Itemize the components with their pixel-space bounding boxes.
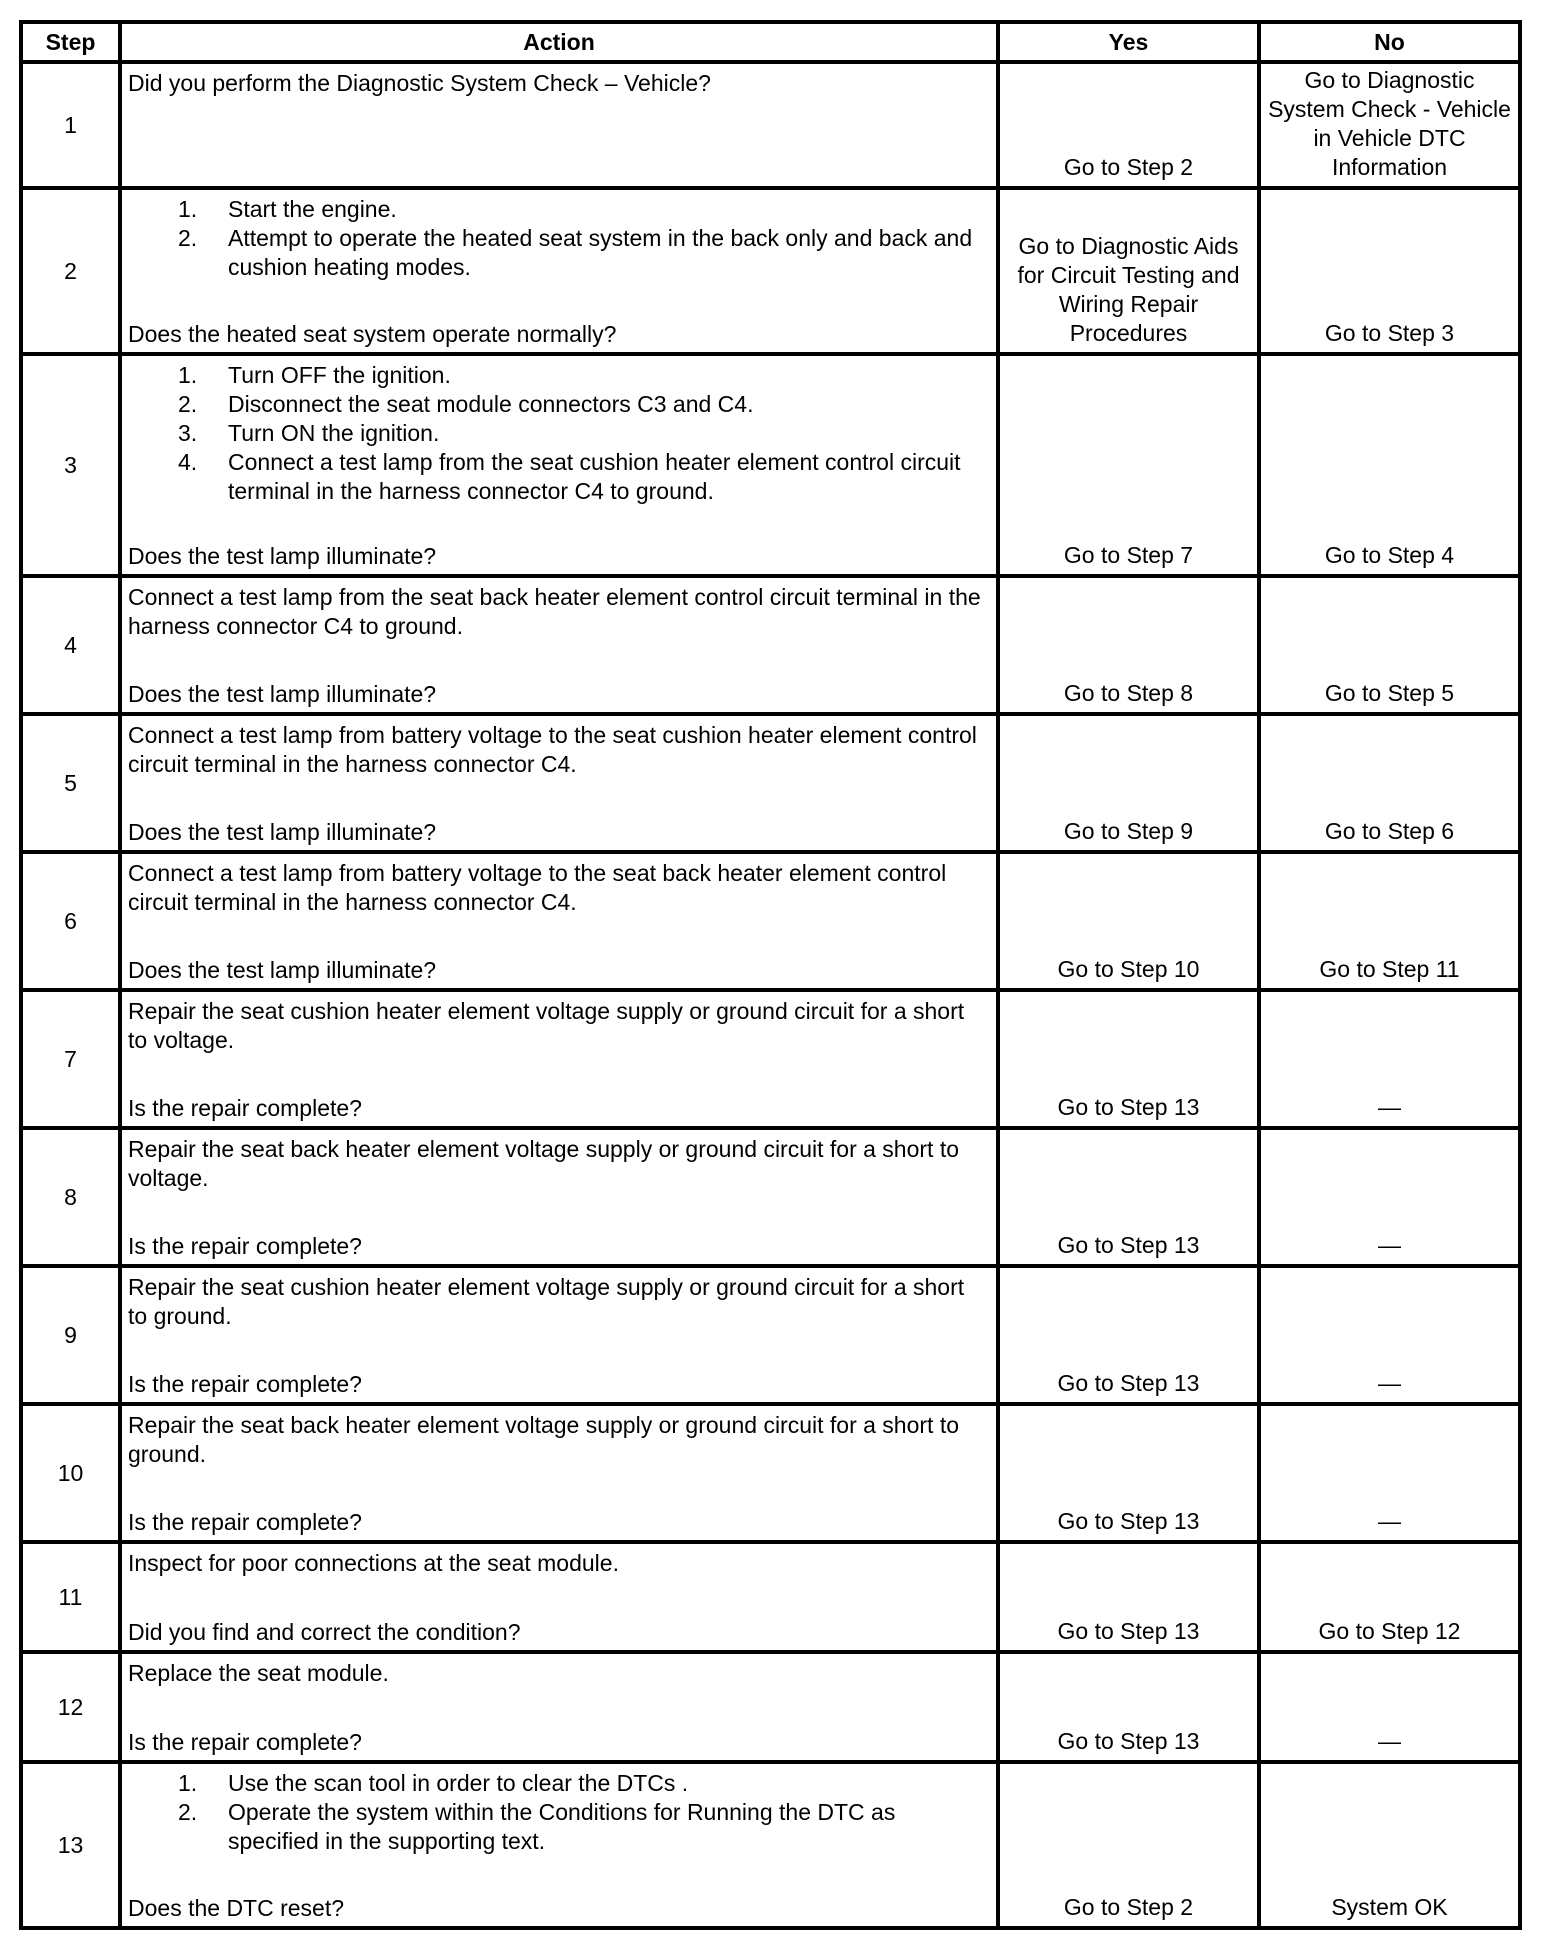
action-step-text: Connect a test lamp from the seat cushion heater element control circuit terminal in the harness connector C4 to ground. bbox=[228, 449, 961, 504]
yes-result: Go to Step 8 bbox=[998, 576, 1259, 714]
action-instruction: Repair the seat back heater element voltage supply or ground circuit for a short to voltage. bbox=[128, 1136, 960, 1191]
action-step-number: 1. bbox=[178, 1770, 198, 1796]
step-number: 9 bbox=[21, 1266, 120, 1404]
step-number: 1 bbox=[21, 62, 120, 188]
yes-result: Go to Step 13 bbox=[998, 1128, 1259, 1266]
action-content bbox=[122, 64, 996, 186]
action-body bbox=[128, 721, 988, 779]
action-cell bbox=[120, 354, 998, 576]
no-result: Go to Step 11 bbox=[1259, 852, 1520, 990]
action-step-number: 2. bbox=[178, 1799, 198, 1825]
action-instruction: Repair the seat cushion heater element voltage supply or ground circuit for a short to ground. bbox=[128, 1274, 965, 1329]
action-instruction: Connect a test lamp from the seat back heater element control circuit terminal in the harness connector C4 to ground. bbox=[128, 584, 981, 639]
action-step-text: Disconnect the seat module connectors C3 and C4. bbox=[228, 391, 754, 417]
table-row bbox=[21, 188, 1520, 354]
no-result: — bbox=[1259, 1128, 1520, 1266]
action-instruction: Did you perform the Diagnostic System Check – Vehicle? bbox=[128, 70, 711, 96]
action-step-text: Start the engine. bbox=[228, 196, 397, 222]
action-instruction: Repair the seat back heater element voltage supply or ground circuit for a short to ground. bbox=[128, 1412, 960, 1467]
action-cell bbox=[120, 1542, 998, 1652]
action-question: Does the DTC reset? bbox=[128, 1895, 345, 1921]
action-cell bbox=[120, 1652, 998, 1762]
no-result: Go to Step 3 bbox=[1259, 188, 1520, 354]
action-body bbox=[128, 1769, 988, 1856]
action-step-number: 2. bbox=[178, 225, 198, 251]
action-step-text: Attempt to operate the heated seat system in the back only and back and cushion heating modes. bbox=[228, 225, 973, 280]
action-question: Is the repair complete? bbox=[128, 1509, 362, 1535]
table-row bbox=[21, 1652, 1520, 1762]
action-steps-list bbox=[128, 361, 988, 506]
action-step-item bbox=[128, 419, 988, 448]
action-question: Does the test lamp illuminate? bbox=[128, 957, 437, 983]
action-question: Does the heated seat system operate normally? bbox=[128, 321, 617, 347]
no-result: — bbox=[1259, 1652, 1520, 1762]
action-step-text: Use the scan tool in order to clear the DTCs . bbox=[228, 1770, 689, 1796]
action-body bbox=[128, 583, 988, 641]
table-row bbox=[21, 62, 1520, 188]
action-step-text: Operate the system within the Conditions for Running the DTC as specified in the supporting text. bbox=[228, 1799, 896, 1854]
yes-result: Go to Step 9 bbox=[998, 714, 1259, 852]
action-content bbox=[122, 1130, 996, 1264]
step-number: 3 bbox=[21, 354, 120, 576]
no-result: — bbox=[1259, 1266, 1520, 1404]
header-action: Action bbox=[120, 22, 998, 62]
action-instruction: Connect a test lamp from battery voltage to the seat cushion heater element control circuit terminal in the harness connector C4. bbox=[128, 722, 977, 777]
action-body bbox=[128, 1411, 988, 1469]
action-body bbox=[128, 997, 988, 1055]
header-row bbox=[21, 22, 1520, 62]
step-number: 13 bbox=[21, 1762, 120, 1928]
action-question: Is the repair complete? bbox=[128, 1729, 362, 1755]
no-result: Go to Step 6 bbox=[1259, 714, 1520, 852]
action-body bbox=[128, 195, 988, 282]
action-instruction: Inspect for poor connections at the seat module. bbox=[128, 1550, 619, 1576]
action-question: Is the repair complete? bbox=[128, 1233, 362, 1259]
step-number: 12 bbox=[21, 1652, 120, 1762]
action-instruction: Repair the seat cushion heater element voltage supply or ground circuit for a short to voltage. bbox=[128, 998, 965, 1053]
table-row bbox=[21, 1128, 1520, 1266]
no-result: Go to Step 12 bbox=[1259, 1542, 1520, 1652]
action-body bbox=[128, 1135, 988, 1193]
action-cell bbox=[120, 714, 998, 852]
table-row bbox=[21, 576, 1520, 714]
action-cell bbox=[120, 576, 998, 714]
yes-result: Go to Step 13 bbox=[998, 990, 1259, 1128]
action-step-number: 3. bbox=[178, 420, 198, 446]
action-step-number: 4. bbox=[178, 449, 198, 475]
table-row bbox=[21, 1266, 1520, 1404]
action-body bbox=[128, 1549, 988, 1578]
action-step-text: Turn OFF the ignition. bbox=[228, 362, 451, 388]
action-step-item bbox=[128, 448, 988, 506]
action-body bbox=[128, 1273, 988, 1331]
action-body bbox=[128, 1659, 988, 1688]
action-question: Does the test lamp illuminate? bbox=[128, 543, 437, 569]
action-instruction: Replace the seat module. bbox=[128, 1660, 389, 1686]
yes-result: Go to Step 10 bbox=[998, 852, 1259, 990]
action-content bbox=[122, 1764, 996, 1926]
yes-result: Go to Step 13 bbox=[998, 1542, 1259, 1652]
step-number: 6 bbox=[21, 852, 120, 990]
action-question: Does the test lamp illuminate? bbox=[128, 819, 437, 845]
header-yes: Yes bbox=[998, 22, 1259, 62]
no-result: — bbox=[1259, 990, 1520, 1128]
action-body bbox=[128, 361, 988, 506]
action-content bbox=[122, 1268, 996, 1402]
action-content bbox=[122, 1654, 996, 1760]
action-question: Does the test lamp illuminate? bbox=[128, 681, 437, 707]
action-content bbox=[122, 356, 996, 574]
table-row bbox=[21, 852, 1520, 990]
action-step-item bbox=[128, 195, 988, 224]
step-number: 2 bbox=[21, 188, 120, 354]
no-result: Go to Diagnostic System Check - Vehicle in Vehicle DTC Information bbox=[1259, 62, 1520, 188]
action-step-number: 1. bbox=[178, 362, 198, 388]
action-content bbox=[122, 1406, 996, 1540]
action-content bbox=[122, 716, 996, 850]
action-step-item bbox=[128, 1769, 988, 1798]
action-instruction: Connect a test lamp from battery voltage to the seat back heater element control circuit terminal in the harness connector C4. bbox=[128, 860, 947, 915]
action-step-item bbox=[128, 361, 988, 390]
yes-result: Go to Diagnostic Aids for Circuit Testing and Wiring Repair Procedures bbox=[998, 188, 1259, 354]
step-number: 5 bbox=[21, 714, 120, 852]
table-row bbox=[21, 1542, 1520, 1652]
action-content bbox=[122, 854, 996, 988]
header-step: Step bbox=[21, 22, 120, 62]
action-step-item bbox=[128, 390, 988, 419]
action-cell bbox=[120, 188, 998, 354]
step-number: 10 bbox=[21, 1404, 120, 1542]
step-number: 4 bbox=[21, 576, 120, 714]
action-content bbox=[122, 1544, 996, 1650]
no-result: Go to Step 4 bbox=[1259, 354, 1520, 576]
action-step-item bbox=[128, 1798, 988, 1856]
action-cell bbox=[120, 990, 998, 1128]
step-number: 11 bbox=[21, 1542, 120, 1652]
table-row bbox=[21, 714, 1520, 852]
action-step-text: Turn ON the ignition. bbox=[228, 420, 440, 446]
action-step-item bbox=[128, 224, 988, 282]
step-number: 7 bbox=[21, 990, 120, 1128]
action-cell bbox=[120, 1128, 998, 1266]
action-step-number: 2. bbox=[178, 391, 198, 417]
action-body bbox=[128, 69, 988, 98]
table-row bbox=[21, 990, 1520, 1128]
diagnostic-table bbox=[19, 20, 1522, 1930]
yes-result: Go to Step 13 bbox=[998, 1652, 1259, 1762]
table-row bbox=[21, 1404, 1520, 1542]
yes-result: Go to Step 13 bbox=[998, 1404, 1259, 1542]
action-cell bbox=[120, 62, 998, 188]
action-question: Is the repair complete? bbox=[128, 1095, 362, 1121]
no-result: System OK bbox=[1259, 1762, 1520, 1928]
action-question: Did you find and correct the condition? bbox=[128, 1619, 521, 1645]
table-row bbox=[21, 354, 1520, 576]
yes-result: Go to Step 2 bbox=[998, 62, 1259, 188]
action-content bbox=[122, 190, 996, 352]
table-row bbox=[21, 1762, 1520, 1928]
action-cell bbox=[120, 1266, 998, 1404]
action-cell bbox=[120, 1404, 998, 1542]
no-result: — bbox=[1259, 1404, 1520, 1542]
action-step-number: 1. bbox=[178, 196, 198, 222]
yes-result: Go to Step 13 bbox=[998, 1266, 1259, 1404]
action-cell bbox=[120, 1762, 998, 1928]
yes-result: Go to Step 2 bbox=[998, 1762, 1259, 1928]
action-cell bbox=[120, 852, 998, 990]
action-steps-list bbox=[128, 1769, 988, 1856]
action-content bbox=[122, 992, 996, 1126]
action-body bbox=[128, 859, 988, 917]
action-steps-list bbox=[128, 195, 988, 282]
step-number: 8 bbox=[21, 1128, 120, 1266]
no-result: Go to Step 5 bbox=[1259, 576, 1520, 714]
yes-result: Go to Step 7 bbox=[998, 354, 1259, 576]
action-question: Is the repair complete? bbox=[128, 1371, 362, 1397]
header-no: No bbox=[1259, 22, 1520, 62]
action-content bbox=[122, 578, 996, 712]
